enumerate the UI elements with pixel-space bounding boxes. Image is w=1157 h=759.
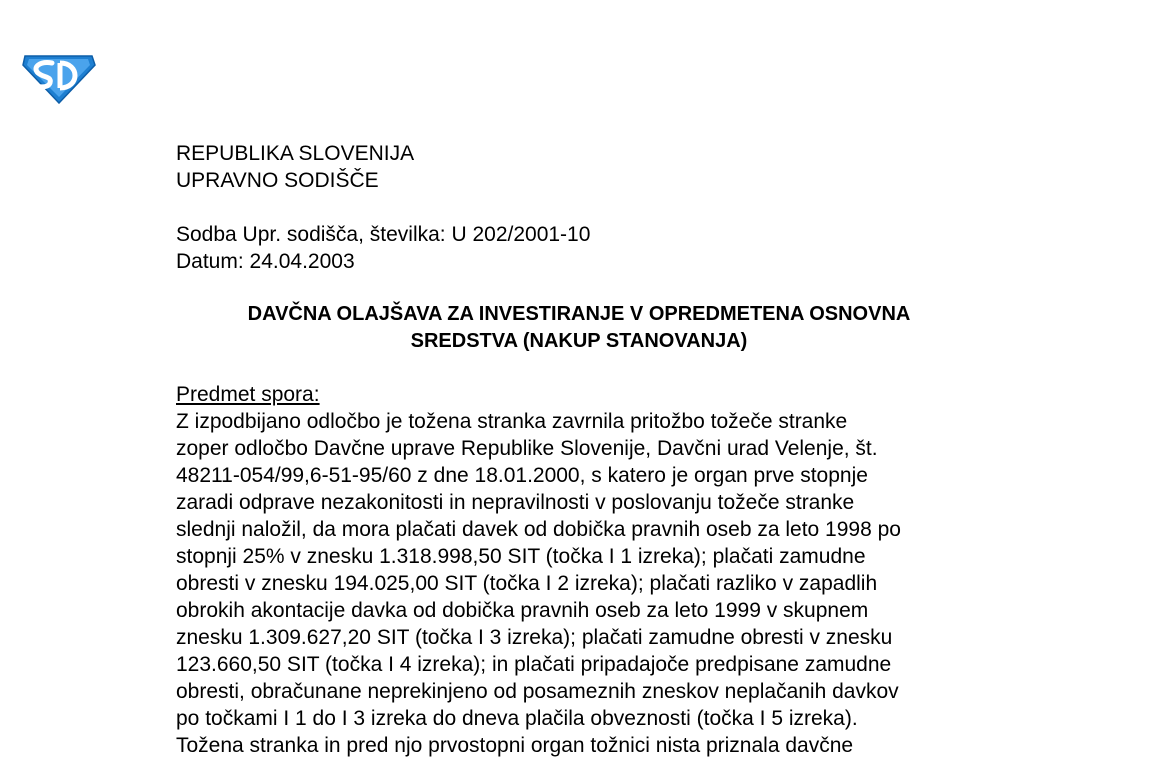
paragraph-line: obrokih akontacije davka od dobička pravnih oseb za leto 1999 v skupnem [176,599,869,622]
paragraph-line: obresti, obračunane neprekinjeno od posameznih zneskov neplačanih davkov [176,680,899,703]
paragraph-line: Tožena stranka in pred njo prvostopni organ tožnici nista priznala davčne [176,734,854,757]
sd-logo-icon [22,48,96,104]
paragraph-line: znesku 1.309.627,20 SIT (točka I 3 izreka); plačati zamudne obresti v znesku [176,626,893,649]
judgment-date: Datum: 24.04.2003 [176,250,355,273]
republic-name: REPUBLIKA SLOVENIJA [176,142,415,165]
paragraph-line: 123.660,50 SIT (točka I 4 izreka); in plačati pripadajoče predpisane zamudne [176,653,892,676]
section-heading: Predmet spora: [176,383,320,406]
paragraph-line: 48211-054/99,6-51-95/60 z dne 18.01.2000, s katero je organ prve stopnje [176,464,868,487]
document-title-line-2: SREDSTVA (NAKUP STANOVANJA) [410,330,748,352]
case-number: Sodba Upr. sodišča, številka: U 202/2001-10 [176,223,591,246]
paragraph-line: stopnji 25% v znesku 1.318.998,50 SIT (točka I 1 izreka); plačati zamudne [176,545,866,568]
paragraph-line: po točkami I 1 do I 3 izreka do dneva plačila obveznosti (točka I 5 izreka). [176,707,858,730]
document-title-line-1: DAVČNA OLAJŠAVA ZA INVESTIRANJE V OPREDMETENA OSNOVNA [247,303,911,325]
section-paragraph [176,408,982,759]
paragraph-line: obresti v znesku 194.025,00 SIT (točka I 2 izreka); plačati razliko v zapadlih [176,572,878,595]
paragraph-line: zoper odločbo Davčne uprave Republike Slovenije, Davčni urad Velenje, št. [176,437,878,460]
paragraph-line: zaradi odprave nezakonitosti in nepravilnosti v poslovanju tožeče stranke [176,491,855,514]
paragraph-line: Z izpodbijano odločbo je tožena stranka zavrnila pritožbo tožeče stranke [176,410,848,433]
paragraph-line: slednji naložil, da mora plačati davek od dobička pravnih oseb za leto 1998 po [176,518,901,541]
court-name: UPRAVNO SODIŠČE [176,169,379,192]
